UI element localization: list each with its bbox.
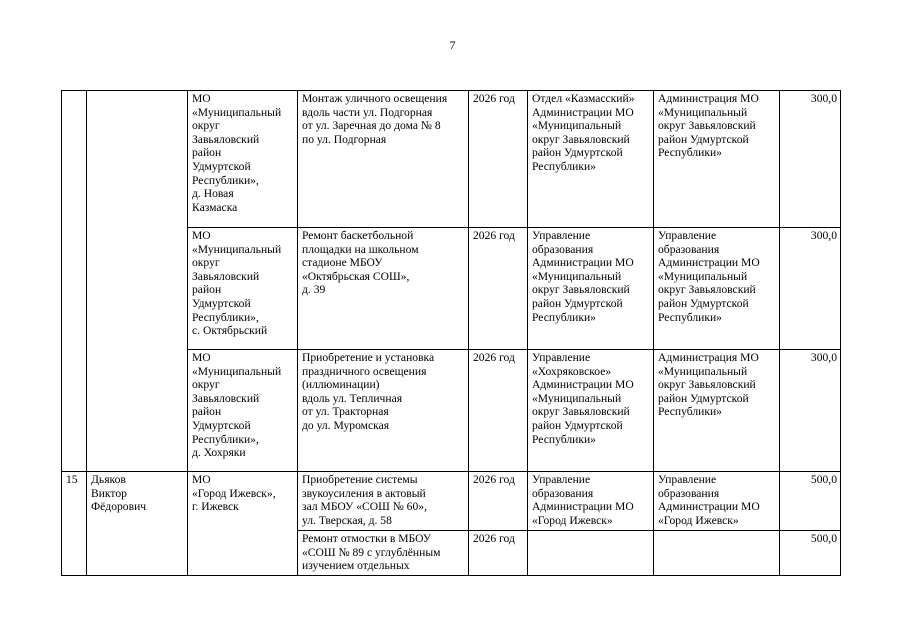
administrator-cell: Управление образования Администрации МО «Город Ижевск»: [654, 472, 780, 531]
administrator-cell: Управление образования Администрации МО «Муниципальный округ Завьяловский район Удмуртской Республики»: [654, 228, 780, 350]
row-number-cell: 15: [62, 472, 87, 576]
measure-cell: Приобретение системы звукоусиления в актовый зал МБОУ «СОШ № 60», ул. Тверская, д. 58: [298, 472, 469, 531]
funding-table: [61, 90, 841, 576]
municipality-cell: МО «Город Ижевск», г. Ижевск: [188, 472, 298, 576]
year-cell: 2026 год: [469, 472, 528, 531]
page-number: 7: [449, 38, 456, 52]
executor-cell: Управление «Хохряковское» Администрации МО «Муниципальный округ Завьяловский район Удмуртской Республики»: [528, 350, 654, 472]
measure-cell: Ремонт баскетбольной площадки на школьном стадионе МБОУ «Октябрьская СОШ», д. 39: [298, 228, 469, 350]
deputy-cell: Дьяков Виктор Фёдорович: [87, 472, 188, 576]
amount-cell: 300,0: [780, 91, 841, 228]
administrator-cell: [654, 531, 780, 576]
measure-cell: Монтаж уличного освещения вдоль части ул. Подгорная от ул. Заречная до дома № 8 по ул. Подгорная: [298, 91, 469, 228]
deputy-cell: [87, 91, 188, 472]
year-cell: 2026 год: [469, 531, 528, 576]
measure-cell: Ремонт отмостки в МБОУ «СОШ № 89 с углублённым изучением отдельных: [298, 531, 469, 576]
row-number-cell: [62, 91, 87, 472]
executor-cell: [528, 531, 654, 576]
year-cell: 2026 год: [469, 228, 528, 350]
year-cell: 2026 год: [469, 350, 528, 472]
municipality-cell: МО «Муниципальный округ Завьяловский район Удмуртской Республики», д. Новая Казмаска: [188, 91, 298, 228]
municipality-cell: МО «Муниципальный округ Завьяловский район Удмуртской Республики», с. Октябрьский: [188, 228, 298, 350]
amount-cell: 300,0: [780, 228, 841, 350]
amount-cell: 500,0: [780, 472, 841, 531]
administrator-cell: Администрация МО «Муниципальный округ Завьяловский район Удмуртской Республики»: [654, 91, 780, 228]
administrator-cell: Администрация МО «Муниципальный округ Завьяловский район Удмуртской Республики»: [654, 350, 780, 472]
table-row: [62, 91, 841, 228]
executor-cell: Отдел «Казмасский» Администрации МО «Муниципальный округ Завьяловский район Удмуртской Республики»: [528, 91, 654, 228]
executor-cell: Управление образования Администрации МО «Город Ижевск»: [528, 472, 654, 531]
table-row: [62, 472, 841, 531]
municipality-cell: МО «Муниципальный округ Завьяловский район Удмуртской Республики», д. Хохряки: [188, 350, 298, 472]
year-cell: 2026 год: [469, 91, 528, 228]
amount-cell: 500,0: [780, 531, 841, 576]
executor-cell: Управление образования Администрации МО «Муниципальный округ Завьяловский район Удмуртской Республики»: [528, 228, 654, 350]
measure-cell: Приобретение и установка праздничного освещения (иллюминации) вдоль ул. Тепличная от ул. Тракторная до ул. Муромская: [298, 350, 469, 472]
amount-cell: 300,0: [780, 350, 841, 472]
